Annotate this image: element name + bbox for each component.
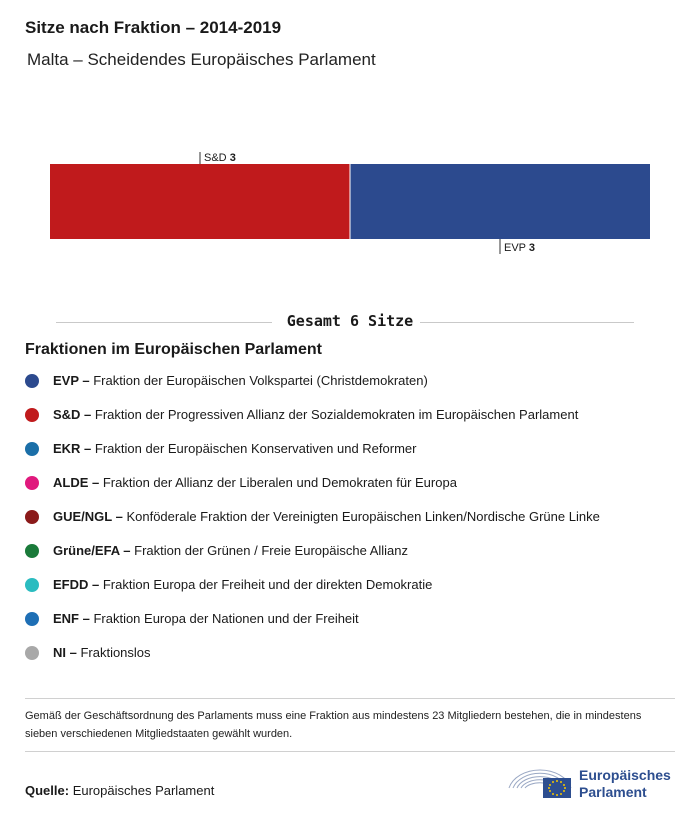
chart-subtitle: Malta – Scheidendes Europäisches Parlament (27, 50, 376, 69)
legend-title: Fraktionen im Europäischen Parlament (25, 341, 322, 358)
legend-color-dot-icon (25, 612, 39, 626)
ep-logo-icon (505, 760, 575, 804)
footer-divider-bottom (25, 751, 675, 752)
legend-description: Fraktion der Europäischen Volkspartei (Christdemokraten) (89, 373, 428, 388)
legend-abbr: NI – (53, 645, 77, 660)
legend-color-dot-icon (25, 544, 39, 558)
legend-description: Fraktion der Allianz der Liberalen und Demokraten für Europa (99, 475, 457, 490)
legend-abbr: ALDE – (53, 475, 100, 490)
bar-segment-evp (350, 164, 650, 239)
legend-abbr: GUE/NGL – (53, 509, 123, 524)
legend-abbr: EKR – (53, 441, 92, 456)
legend-color-dot-icon (25, 510, 39, 524)
legend-item-text (53, 540, 408, 562)
legend-abbr: EFDD – (53, 577, 100, 592)
legend-description: Fraktion Europa der Freiheit und der direkten Demokratie (99, 577, 433, 592)
legend-item-text (53, 370, 428, 392)
data-label-sd: S&D 3 (204, 152, 236, 164)
legend-description: Fraktion der Grünen / Freie Europäische Allianz (130, 543, 409, 558)
legend-color-dot-icon (25, 408, 39, 422)
source-label: Quelle: (25, 783, 70, 798)
legend-abbr: EVP – (53, 373, 90, 388)
legend-color-dot-icon (25, 374, 39, 388)
total-seats-label: Gesamt 6 Sitze (286, 312, 414, 330)
ep-logo-text (579, 767, 671, 801)
source-line (25, 783, 214, 798)
legend-description: Fraktion Europa der Nationen und der Freiheit (89, 611, 359, 626)
legend-description: Konföderale Fraktion der Vereinigten Europäischen Linken/Nordische Grüne Linke (122, 509, 600, 524)
logo-line-1: Europäisches (579, 767, 671, 783)
legend-item-text (53, 506, 600, 528)
legend-item-text (53, 642, 151, 664)
legend-item-text (53, 608, 359, 630)
legend-abbr: ENF – (53, 611, 90, 626)
legend-abbr: Grüne/EFA – (53, 543, 131, 558)
legend-description: Fraktion der Progressiven Allianz der Sozialdemokraten im Europäischen Parlament (91, 407, 579, 422)
chart-title: Sitze nach Fraktion – 2014-2019 (25, 18, 282, 37)
bar-segment-sd (50, 164, 350, 239)
seat-bar-chart (0, 140, 700, 270)
legend-item-text (53, 404, 578, 426)
legend-item-text (53, 574, 432, 596)
legend-color-dot-icon (25, 578, 39, 592)
legend-color-dot-icon (25, 442, 39, 456)
footnote: Gemäß der Geschäftsordnung des Parlaments muss eine Fraktion aus mindestens 23 Mitgliedern bestehen, die in mindestens sieben verschiedenen Mitgliedstaaten gewählt wurden. (25, 710, 642, 740)
legend-color-dot-icon (25, 646, 39, 660)
legend-item-text (53, 438, 416, 460)
legend-description: Fraktionslos (76, 645, 151, 660)
legend-description: Fraktion der Europäischen Konservativen und Reformer (91, 441, 417, 456)
logo-line-2: Parlament (579, 784, 647, 800)
data-label-evp: EVP 3 (504, 242, 535, 254)
source-text: Europäisches Parlament (69, 783, 215, 798)
footer-divider-top (25, 698, 675, 699)
legend-color-dot-icon (25, 476, 39, 490)
legend-abbr: S&D – (53, 407, 92, 422)
legend-item-text (53, 472, 457, 494)
